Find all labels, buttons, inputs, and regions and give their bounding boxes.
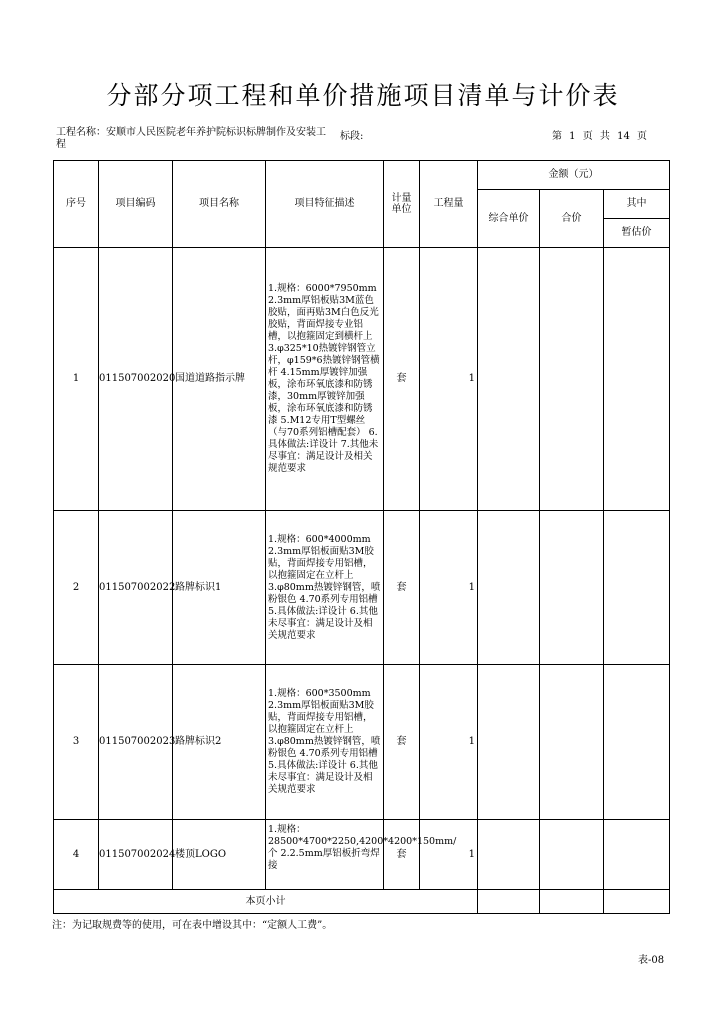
row-name: 国道道路指示牌 — [173, 248, 266, 511]
row-total — [540, 511, 604, 665]
row-provisional — [604, 511, 670, 665]
row-provisional — [604, 665, 670, 820]
row-qty: 1 — [420, 665, 478, 820]
row-provisional — [604, 248, 670, 511]
table-row — [54, 511, 670, 665]
row-name: 路牌标识1 — [173, 511, 266, 665]
header-unit-price: 综合单价 — [478, 190, 540, 248]
header-total: 合价 — [540, 190, 604, 248]
row-seq: 1 — [54, 248, 99, 511]
header-provisional: 暂估价 — [604, 219, 670, 248]
row-total — [540, 248, 604, 511]
subtotal-unit-price — [478, 890, 540, 914]
row-seq: 2 — [54, 511, 99, 665]
row-desc: 1.规格：6000*7950mm 2.3mm厚铝板贴3M蓝色胶贴，面再贴3M白色反光胶贴，背面焊接专业铝槽，以抱箍固定到横杆上 3.φ325*10热镀锌钢管立杆，φ159*6热镀锌钢管横杆 4.15mm厚镀锌加强板，涂布环氧底漆和防锈漆，30mm厚镀锌加强板，涂布环氧底漆和防锈漆 5.M12专用T型螺丝（与70系列铝槽配套） 6.具体做法:详设计 7.其他未尽事宜：满足设计及相关规范要求 — [266, 248, 384, 511]
row-seq: 4 — [54, 820, 99, 890]
footnote: 注：为记取规费等的使用，可在表中增设其中：“定额人工费”。 — [52, 920, 333, 931]
header-seq: 序号 — [54, 161, 99, 248]
row-qty: 1 — [420, 511, 478, 665]
row-name: 楼顶LOGO — [173, 820, 266, 890]
subtotal-label: 本页小计 — [54, 890, 478, 914]
row-provisional — [604, 820, 670, 890]
row-desc: 1.规格：600*3500mm 2.3mm厚铝板面贴3M胶贴，背面焊接专用铝槽，以抱箍固定在立杆上 3.φ80mm热镀锌钢管，喷粉银色 4.70系列专用铝槽 5.具体做法:详设计 6.其他未尽事宜：满足设计及相关规范要求 — [266, 665, 384, 820]
row-qty: 1 — [420, 820, 478, 890]
row-total — [540, 665, 604, 820]
subtotal-row — [54, 890, 670, 914]
header-row-1 — [54, 161, 670, 190]
page-title: 分部分项工程和单价措施项目清单与计价表 — [106, 81, 620, 110]
row-unit-price — [478, 665, 540, 820]
header-qty: 工程量 — [420, 161, 478, 248]
row-unit: 套 — [384, 665, 420, 820]
project-name: 工程名称：安顺市人民医院老年养护院标识标牌制作及安装工程 — [56, 127, 326, 150]
row-desc: 1.规格：28500*4700*2250,4200*4200*150mm/个 2.2.5mm厚铝板折弯焊接 — [266, 820, 384, 890]
row-code: 011507002024 — [99, 820, 173, 890]
row-code: 011507002022 — [99, 511, 173, 665]
bill-table — [53, 160, 670, 914]
subtotal-provisional — [604, 890, 670, 914]
header-of-which: 其中 — [604, 190, 670, 219]
row-code: 011507002020 — [99, 248, 173, 511]
table-row — [54, 820, 670, 890]
form-number: 表-08 — [638, 955, 665, 966]
row-unit: 套 — [384, 820, 420, 890]
row-seq: 3 — [54, 665, 99, 820]
header-code: 项目编码 — [99, 161, 173, 248]
row-desc: 1.规格：600*4000mm 2.3mm厚铝板面贴3M胶贴，背面焊接专用铝槽，以抱箍固定在立杆上 3.φ80mm热镀锌钢管，喷粉银色 4.70系列专用铝槽 5.具体做法:详设计 6.其他未尽事宜：满足设计及相关规范要求 — [266, 511, 384, 665]
row-unit-price — [478, 248, 540, 511]
header-amount: 金额（元） — [478, 161, 670, 190]
table-row — [54, 665, 670, 820]
section-label: 标段: — [340, 131, 364, 142]
table-row — [54, 248, 670, 511]
row-total — [540, 820, 604, 890]
row-qty: 1 — [420, 248, 478, 511]
page-info: 第 1 页 共 14 页 — [552, 131, 647, 142]
row-unit-price — [478, 820, 540, 890]
row-unit-price — [478, 511, 540, 665]
row-unit: 套 — [384, 248, 420, 511]
row-name: 路牌标识2 — [173, 665, 266, 820]
subtotal-total — [540, 890, 604, 914]
row-unit: 套 — [384, 511, 420, 665]
header-desc: 项目特征描述 — [266, 161, 384, 248]
header-unit: 计量单位 — [384, 161, 420, 248]
header-name: 项目名称 — [173, 161, 266, 248]
row-code: 011507002023 — [99, 665, 173, 820]
